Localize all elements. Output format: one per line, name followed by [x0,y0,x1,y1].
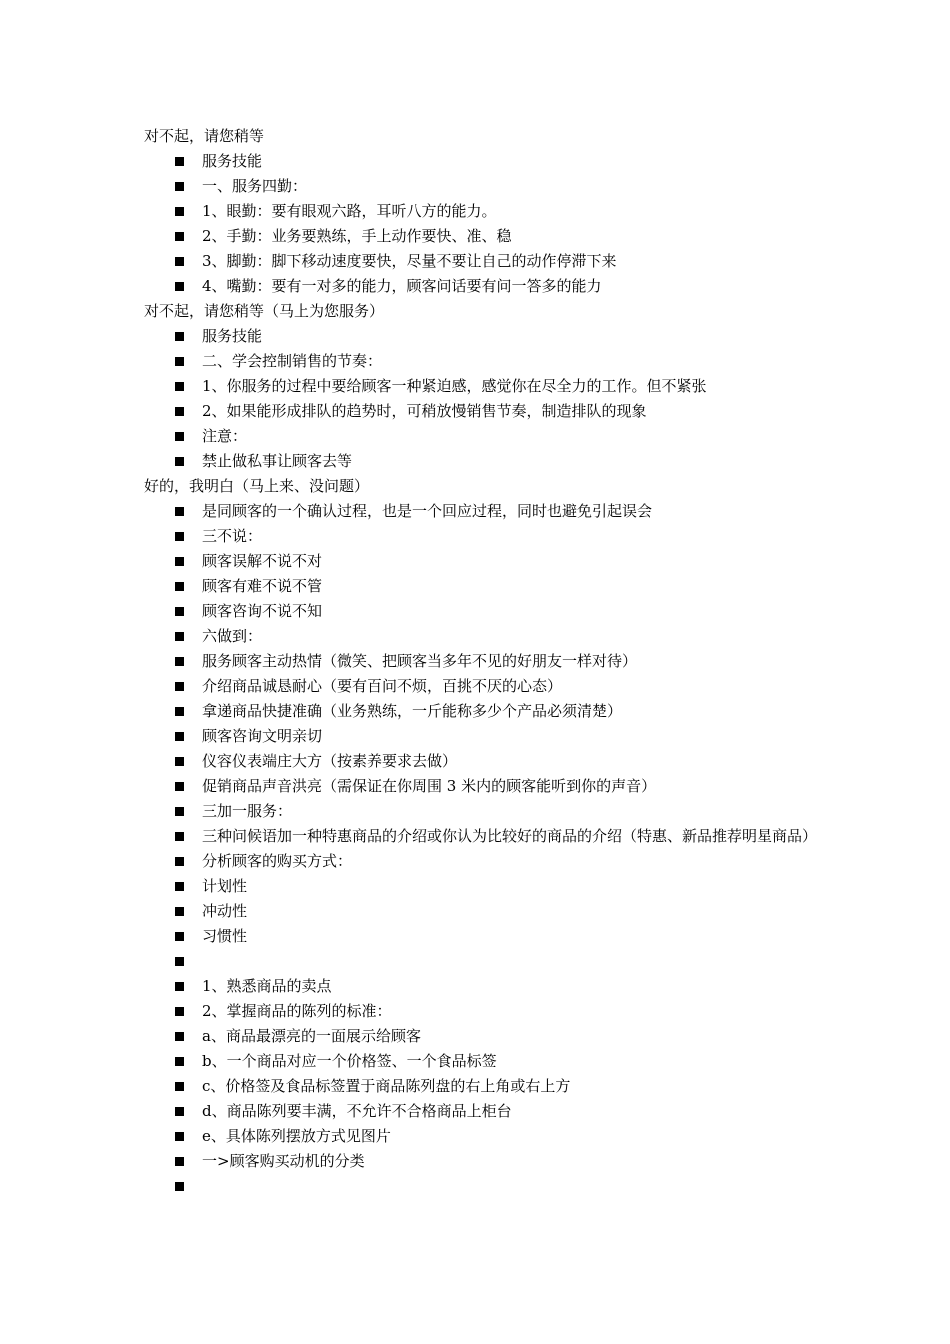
square-bullet-icon [175,582,184,591]
list-item-text: 1、眼勤：要有眼观六路，耳听八方的能力。 [202,202,497,220]
square-bullet-icon [175,1107,184,1116]
list-item-text: 介绍商品诚恳耐心（要有百问不烦，百挑不厌的心态） [202,677,563,695]
list-item-text: 3、脚勤：脚下移动速度要快，尽量不要让自己的动作停滞下来 [202,252,617,270]
list-item-text: 三加一服务： [202,802,293,820]
square-bullet-icon [175,782,184,791]
list-item-text: 顾客咨询文明亲切 [202,727,323,745]
square-bullet-icon [175,532,184,541]
list-item-text: 1、熟悉商品的卖点 [202,977,332,995]
square-bullet-icon [175,607,184,616]
square-bullet-icon [175,807,184,816]
list-item [144,349,824,374]
square-bullet-icon [175,382,184,391]
list-item [144,749,824,774]
section-heading: 对不起，请您稍等 [144,127,265,145]
list-item-text: 二、学会控制销售的节奏： [202,352,383,370]
square-bullet-icon [175,1032,184,1041]
list-item [144,924,824,949]
list-item [144,699,824,724]
list-item-text: 顾客咨询不说不知 [202,602,323,620]
section-heading: 好的，我明白（马上来、没问题） [144,477,370,495]
list-item [144,949,824,974]
square-bullet-icon [175,1157,184,1166]
section-heading: 对不起，请您稍等（马上为您服务） [144,302,385,320]
list-item [144,149,824,174]
square-bullet-icon [175,357,184,366]
list-item-text: 服务技能 [202,327,263,345]
list-item [144,1024,824,1049]
list-item [144,999,824,1024]
list-item-text: 促销商品声音洪亮（需保证在你周围 3 米内的顾客能听到你的声音） [202,777,657,795]
square-bullet-icon [175,657,184,666]
square-bullet-icon [175,157,184,166]
square-bullet-icon [175,432,184,441]
square-bullet-icon [175,557,184,566]
list-item-text: 六做到： [202,627,263,645]
square-bullet-icon [175,1007,184,1016]
square-bullet-icon [175,182,184,191]
square-bullet-icon [175,232,184,241]
square-bullet-icon [175,1057,184,1066]
list-item-text: 顾客有难不说不管 [202,577,323,595]
list-item [144,1074,824,1099]
square-bullet-icon [175,332,184,341]
list-item-text: 服务技能 [202,152,263,170]
list-item-text: 1、你服务的过程中要给顾客一种紧迫感，感觉你在尽全力的工作。但不紧张 [202,377,707,395]
square-bullet-icon [175,882,184,891]
list-item-text: 一、服务四勤： [202,177,308,195]
list-item [144,874,824,899]
list-item-text: a、商品最漂亮的一面展示给顾客 [202,1027,421,1045]
list-item [144,424,824,449]
list-item-text: 三不说： [202,527,263,545]
list-item [144,974,824,999]
square-bullet-icon [175,857,184,866]
square-bullet-icon [175,682,184,691]
list-item [144,249,824,274]
list-item [144,324,824,349]
list-item-text: c、价格签及食品标签置于商品陈列盘的右上角或右上方 [202,1077,571,1095]
square-bullet-icon [175,457,184,466]
square-bullet-icon [175,1182,184,1191]
list-item [144,174,824,199]
square-bullet-icon [175,757,184,766]
list-item [144,799,824,824]
list-item-text: b、一个商品对应一个价格签、一个食品标签 [202,1052,497,1070]
list-item-text: 习惯性 [202,927,248,945]
list-item-text: e、具体陈列摆放方式见图片 [202,1127,391,1145]
list-item [144,1099,824,1124]
list-item [144,399,824,424]
list-item-text: 一>顾客购买动机的分类 [202,1152,365,1170]
list-item-text: 三种问候语加一种特惠商品的介绍或你认为比较好的商品的介绍（特惠、新品推荐明星商品） [202,827,818,845]
list-item-text: 注意： [202,427,248,445]
list-item [144,774,824,799]
square-bullet-icon [175,832,184,841]
square-bullet-icon [175,1132,184,1141]
list-item [144,499,824,524]
list-item-text: d、商品陈列要丰满，不允许不合格商品上柜台 [202,1102,512,1120]
list-item [144,199,824,224]
list-item [144,849,824,874]
list-item [144,374,824,399]
square-bullet-icon [175,707,184,716]
square-bullet-icon [175,957,184,966]
square-bullet-icon [175,207,184,216]
list-item-text: 禁止做私事让顾客去等 [202,452,353,470]
document-body [144,124,824,1199]
list-item-text: 冲动性 [202,902,248,920]
list-item [144,899,824,924]
list-item-text: 4、嘴勤：要有一对多的能力，顾客问话要有问一答多的能力 [202,277,602,295]
list-item-text: 是同顾客的一个确认过程，也是一个回应过程，同时也避免引起误会 [202,502,653,520]
list-item [144,724,824,749]
square-bullet-icon [175,282,184,291]
list-item [144,224,824,249]
list-item [144,824,824,849]
list-item [144,599,824,624]
list-item [144,1174,824,1199]
square-bullet-icon [175,732,184,741]
square-bullet-icon [175,407,184,416]
list-item [144,274,824,299]
list-item [144,1049,824,1074]
list-item-text: 2、掌握商品的陈列的标准： [202,1002,392,1020]
list-item [144,1149,824,1174]
list-item [144,1124,824,1149]
list-item [144,449,824,474]
square-bullet-icon [175,257,184,266]
square-bullet-icon [175,982,184,991]
list-item-text: 仪容仪表端庄大方（按素养要求去做） [202,752,458,770]
list-item [144,649,824,674]
list-item [144,549,824,574]
list-item [144,524,824,549]
list-item-text: 2、手勤：业务要熟练，手上动作要快、准、稳 [202,227,512,245]
square-bullet-icon [175,632,184,641]
square-bullet-icon [175,1082,184,1091]
list-item-text: 顾客误解不说不对 [202,552,323,570]
square-bullet-icon [175,507,184,516]
square-bullet-icon [175,932,184,941]
list-item-text: 分析顾客的购买方式： [202,852,353,870]
list-item-text: 2、如果能形成排队的趋势时，可稍放慢销售节奏，制造排队的现象 [202,402,647,420]
list-item [144,574,824,599]
list-item-text: 拿递商品快捷准确（业务熟练，一斤能称多少个产品必须清楚） [202,702,623,720]
square-bullet-icon [175,907,184,916]
list-item [144,624,824,649]
list-item [144,674,824,699]
list-item-text: 服务顾客主动热情（微笑、把顾客当多年不见的好朋友一样对待） [202,652,638,670]
list-item-text: 计划性 [202,877,248,895]
